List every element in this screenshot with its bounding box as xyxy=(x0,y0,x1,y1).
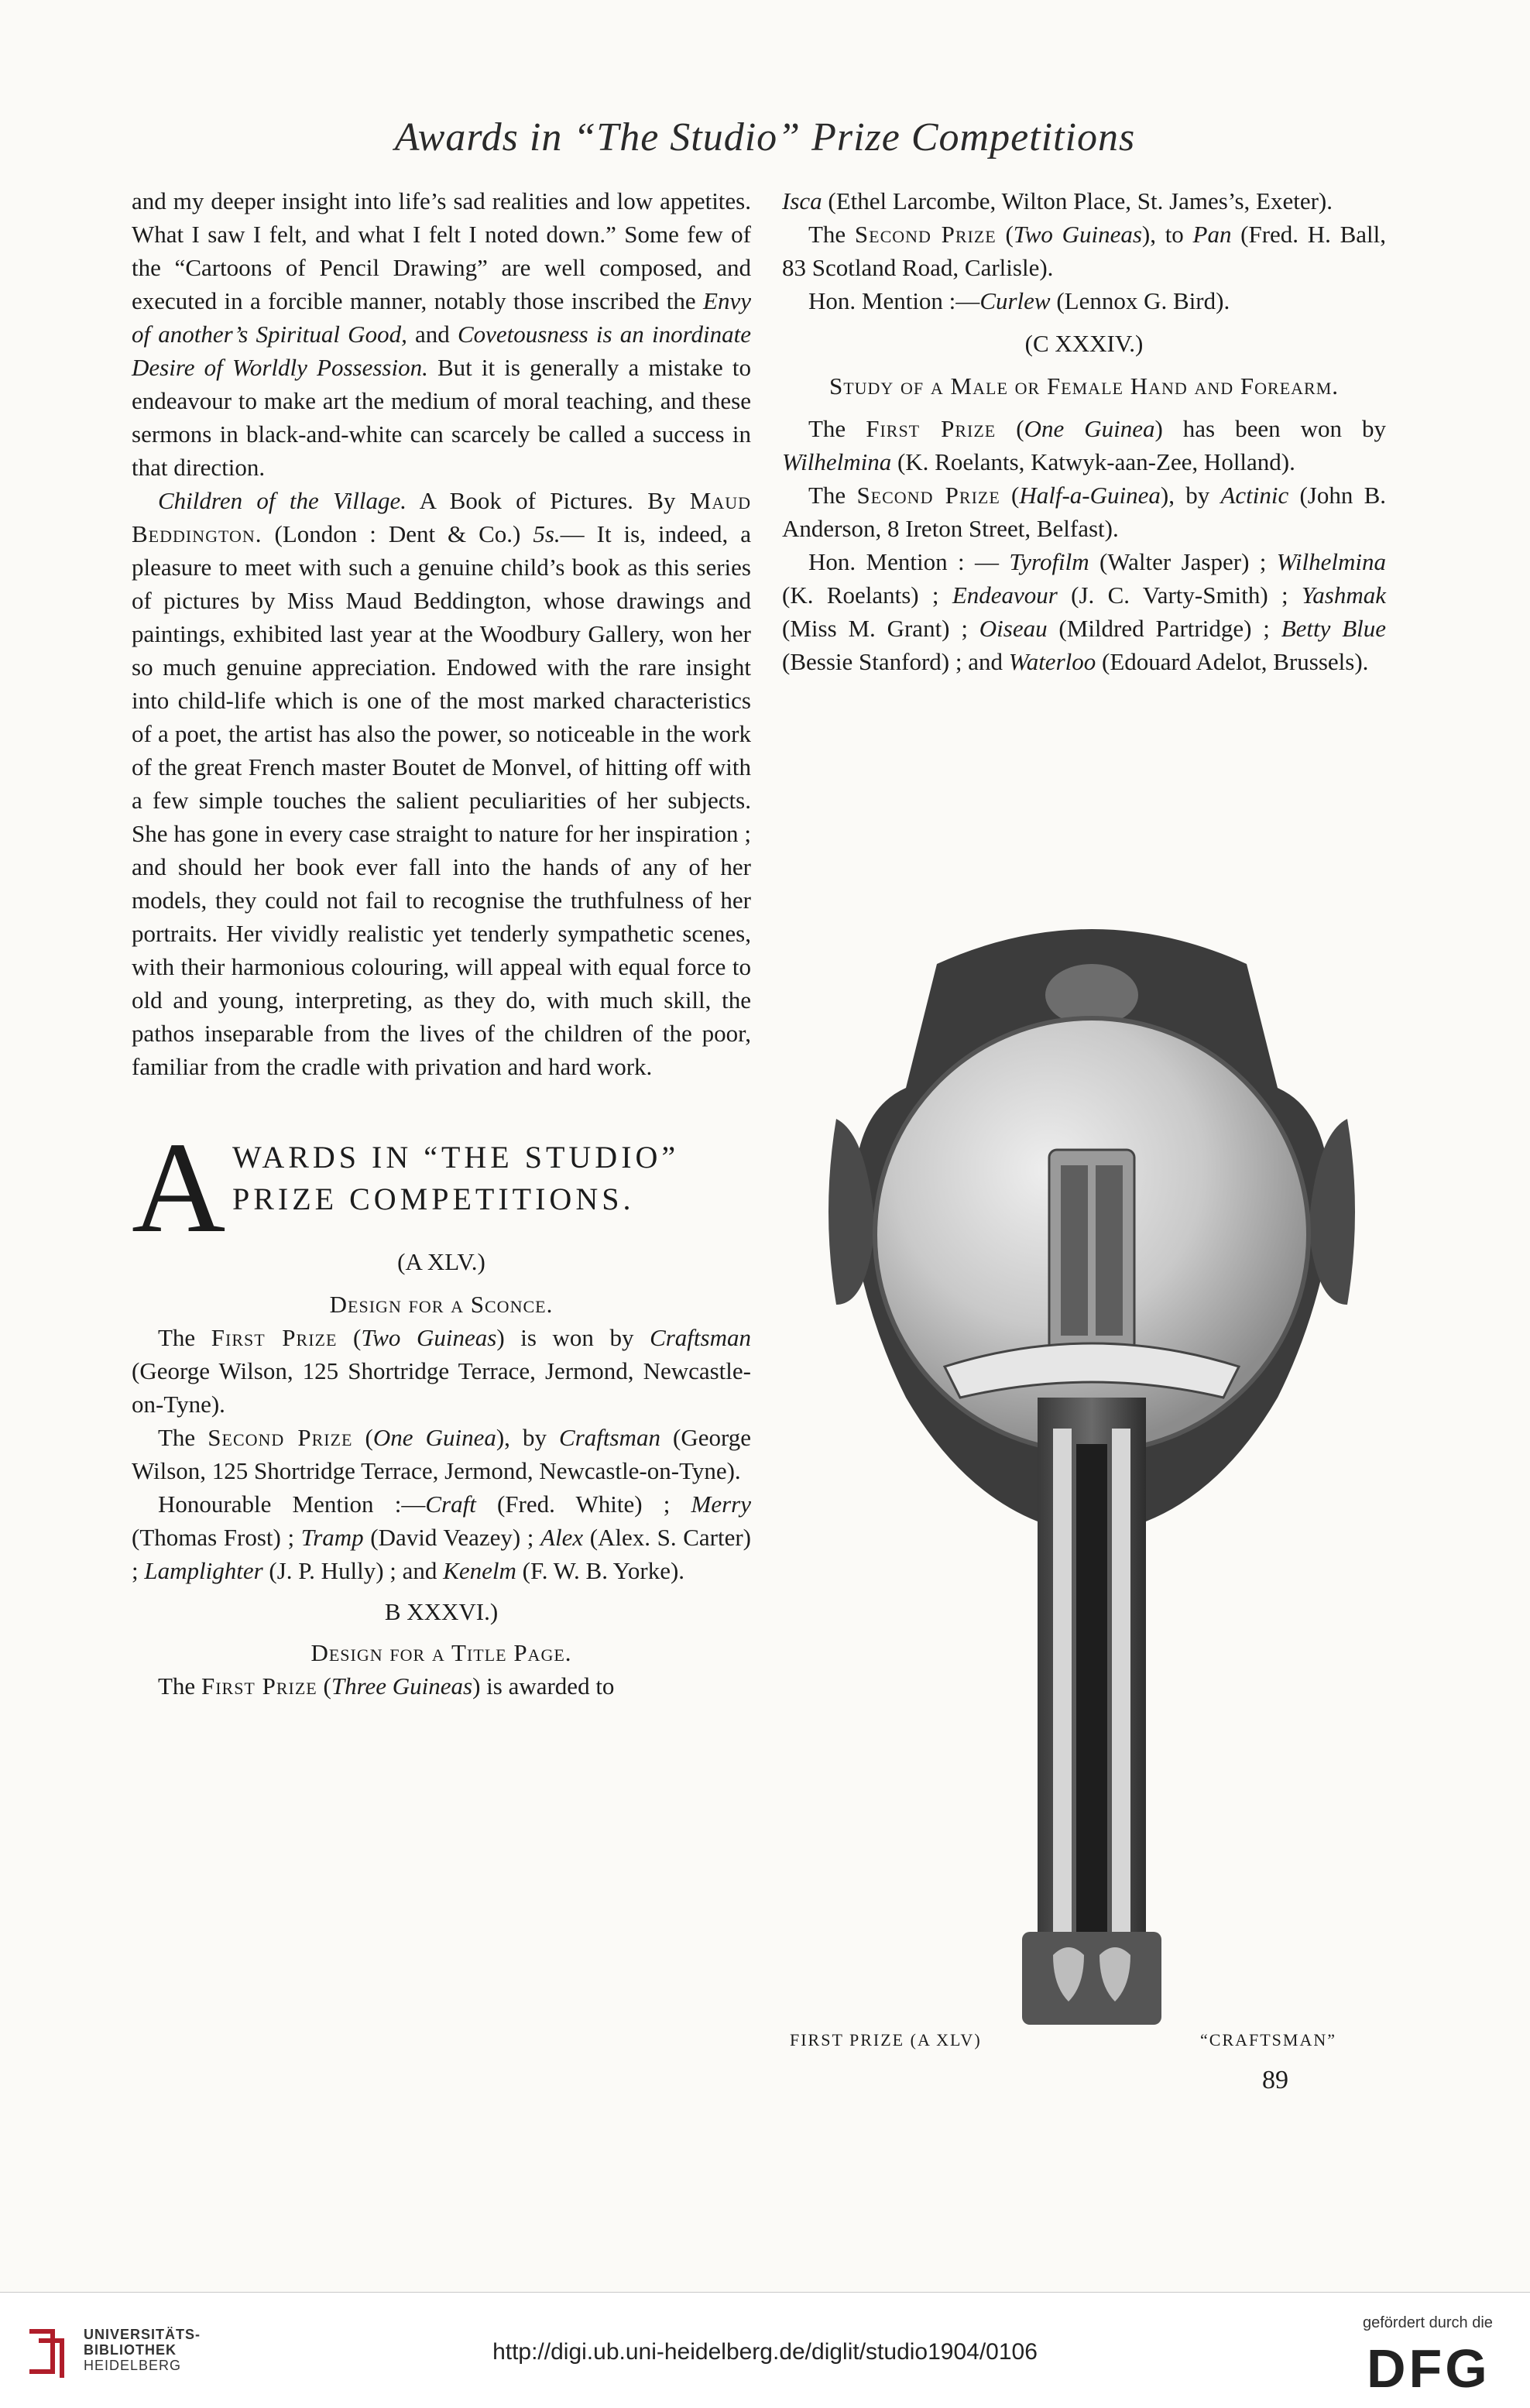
section-heading: A WARDS IN “THE STUDIO” PRIZE COMPETITIONS. xyxy=(132,1116,680,1260)
figure-caption-right: “CRAFTSMAN” xyxy=(1200,2030,1337,2050)
paragraph: Isca (Ethel Larcombe, Wilton Place, St. James’s, Exeter). xyxy=(782,187,1333,214)
competition-code: (A XLV.) xyxy=(397,1248,485,1275)
competition-title: Study of a Male or Female Hand and Forearm. xyxy=(828,372,1340,400)
paragraph: and my deeper insight into life’s sad realities and low appetites. What I saw I felt, and what I felt I noted down.” Some few of the “Cartoons of Pencil Drawing” are well composed, and executed in a forcible manner, notably those inscribed the Envy of another’s Spiritual Good, and Covetousness is an inordinate Desire of Worldly Possession. But it is generally a mistake to endeavour to make art the medium of moral teaching, and these sermons in black-and-white can scarcely be called a success in that direction. xyxy=(132,187,752,481)
competition-title: Design for a Sconce. xyxy=(329,1291,554,1318)
competition-code: B XXXVI.) xyxy=(384,1598,499,1625)
funding-note: gefördert durch die xyxy=(1363,2314,1493,2331)
competition-code: (C XXXIV.) xyxy=(1024,330,1144,357)
award-paragraph: The Second Prize (One Guinea), by Craftsman (George Wilson, 125 Shortridge Terrace, Jermond, Newcastle-on-Tyne). xyxy=(132,1424,752,1484)
award-paragraph: The Second Prize (Two Guineas), to Pan (Fred. H. Ball, 83 Scotland Road, Carlisle). xyxy=(782,221,1386,281)
dfg-logo: DFG xyxy=(1367,2338,1491,2399)
award-paragraph: The First Prize (Three Guineas) is awarded to xyxy=(158,1672,615,1700)
sconce-illustration xyxy=(821,902,1363,2040)
drop-cap: A xyxy=(132,1116,226,1260)
running-header: Awards in “The Studio” Prize Competitions xyxy=(394,115,1136,160)
page-number: 89 xyxy=(1262,2066,1288,2094)
left-column xyxy=(132,184,751,1703)
source-url-link[interactable]: http://digi.ub.uni-heidelberg.de/diglit/studio1904/0106 xyxy=(492,2339,1038,2365)
honourable-mention-paragraph: Hon. Mention :—Curlew (Lennox G. Bird). xyxy=(808,287,1230,314)
figure-caption-left: FIRST PRIZE (A XLV) xyxy=(790,2030,982,2050)
right-column xyxy=(782,184,1386,678)
digitization-footer xyxy=(0,2292,1530,2408)
honourable-mention-paragraph: Honourable Mention :—Craft (Fred. White) ; Merry (Thomas Frost) ; Tramp (David Veazey) ; Alex (Alex. S. Carter) ; Lamplighter (J. P. Hully) ; and Kenelm (F. W. B. Yorke). xyxy=(132,1490,752,1584)
competition-title: Design for a Title Page. xyxy=(310,1639,572,1666)
award-paragraph: The First Prize (Two Guineas) is won by Craftsman (George Wilson, 125 Shortridge Terrace, Jermond, Newcastle-on-Tyne). xyxy=(132,1324,751,1418)
book-review-paragraph: Children of the Village. A Book of Pictures. By Maud Beddington. (London : Dent & Co.) 5s.— It is, indeed, a pleasure to meet with such a genuine child’s book as this series of pictures by Miss Maud Beddington, whose drawings and paintings, exhibited last year at the Woodbury Gallery, won her so much genuine appreciation. Endowed with the rare insight into child-life which is one of the most marked characteristics of a poet, the artist has also the power, so noticeable in the work of the great French master Boutet de Monvel, of hitting off with a few simple touches the salient peculiarities of her subjects. She has gone in every case straight to nature for her inspiration ; and should her book ever fall into the hands of any of her models, they could not fail to recognise the truthfulness of her portraits. Her vividly realistic yet tenderly sympathetic scenes, with their harmonious colouring, will appeal with equal force to old and young, interpreting, as they do, with much skill, the pathos inseparable from the lives of the children of the poor, familiar from the cradle with privation and hard work. xyxy=(132,487,751,1080)
library-name: UNIVERSITÄTS- BIBLIOTHEK HEIDELBERG xyxy=(84,2327,201,2373)
honourable-mention-paragraph: Hon. Mention : — Tyrofilm (Walter Jasper) ; Wilhelmina (K. Roelants) ; Endeavour (J. C. Varty-Smith) ; Yashmak (Miss M. Grant) ; Oiseau (Mildred Partridge) ; Betty Blue (Bessie Stanford) ; and Waterloo (Edouard Adelot, Brussels). xyxy=(782,548,1387,675)
award-paragraph: The First Prize (One Guinea) has been won by Wilhelmina (K. Roelants, Katwyk-aan-Zee, Holland). xyxy=(782,415,1386,475)
award-paragraph: The Second Prize (Half-a-Guinea), by Actinic (John B. Anderson, 8 Ireton Street, Belfast). xyxy=(782,482,1387,542)
